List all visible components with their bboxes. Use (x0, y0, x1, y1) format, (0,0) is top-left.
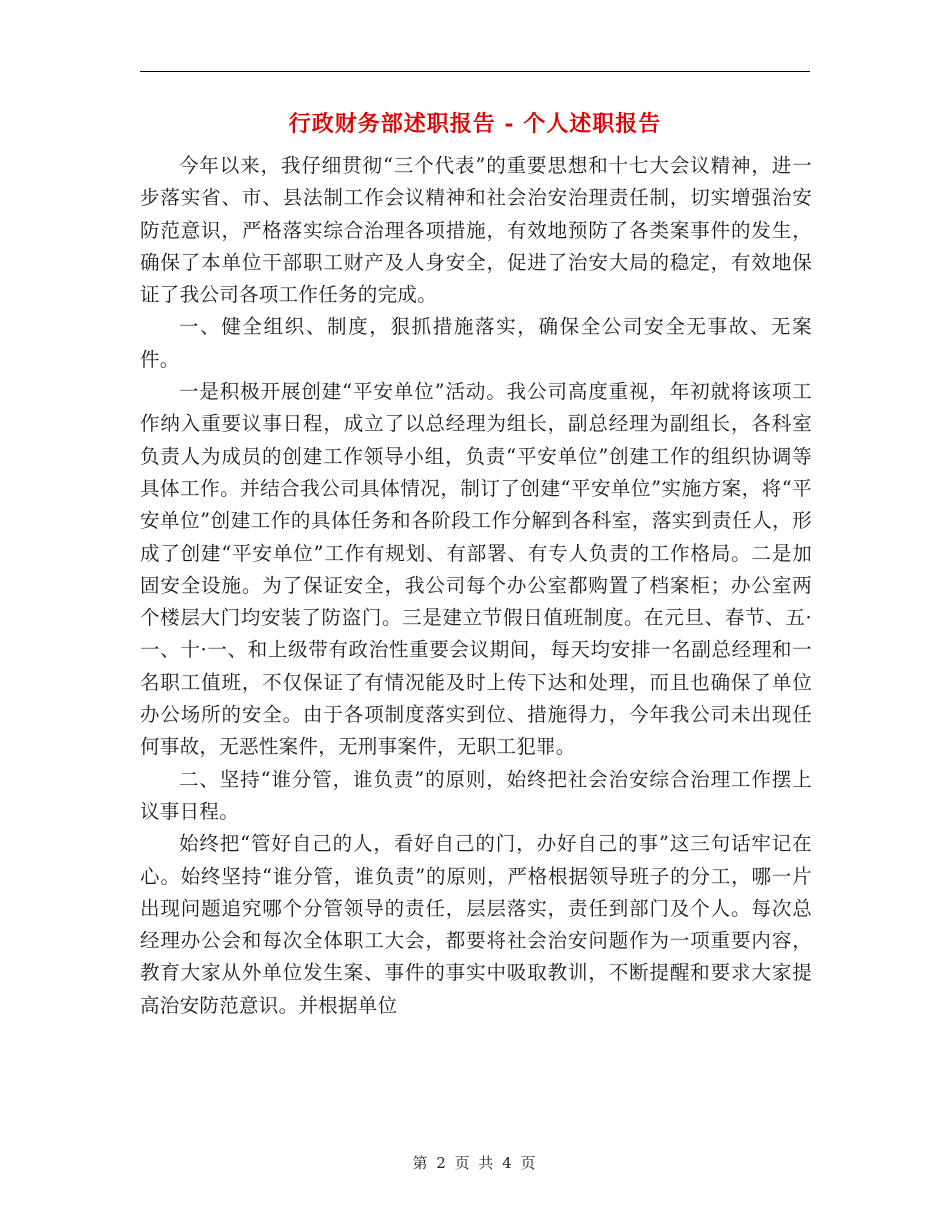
paragraph-section-2-heading: 二、坚持“谁分管，谁负责”的原则，始终把社会治安综合治理工作摆上议事日程。 (140, 767, 812, 823)
page-number-footer: 第 2 页 共 4 页 (412, 1154, 538, 1172)
paragraph-section-2-body: 始终把“管好自己的人，看好自己的门，办好自己的事”这三句话牢记在心。始终坚持“谁分管，谁负责”的原则，严格根据领导班子的分工，哪一片出现问题追究哪个分管领导的责任，层层落实，责任到部门及个人。每次总经理办公会和每次全体职工大会，都要将社会治安问题作为一项重要内容，教育大家从外单位发生案、事件的事实中吸取教训，不断提醒和要求大家提高治安防范意识。并根据单位 (140, 832, 812, 1017)
document-title: 行政财务部述职报告 - 个人述职报告 (288, 111, 662, 137)
paragraph-section-1-heading: 一、健全组织、制度，狠抓措施落实，确保全公司安全无事故、无案件。 (140, 315, 812, 371)
paragraph-intro: 今年以来，我仔细贯彻“三个代表”的重要思想和十七大会议精神，进一步落实省、市、县法制工作会议精神和社会治安治理责任制，切实增强治安防范意识，严格落实综合治理各项措施，有效地预防了各类案事件的发生，确保了本单位干部职工财产及人身安全，促进了治安大局的稳定，有效地保证了我公司各项工作任务的完成。 (140, 154, 812, 307)
header-rule (140, 71, 810, 72)
document-body (140, 150, 812, 1022)
paragraph-section-1-body: 一是积极开展创建“平安单位”活动。我公司高度重视，年初就将该项工作纳入重要议事日程，成立了以总经理为组长，副总经理为副组长，各科室负责人为成员的创建工作领导小组，负责“平安单位”创建工作的组织协调等具体工作。并结合我公司具体情况，制订了创建“平安单位”实施方案，将“平安单位”创建工作的具体任务和各阶段工作分解到各科室，落实到责任人，形成了创建“平安单位”工作有规划、有部署、有专人负责的工作格局。二是加固安全设施。为了保证安全，我公司每个办公室都购置了档案柜；办公室两个楼层大门均安装了防盗门。三是建立节假日值班制度。在元旦、春节、五·一、十·一、和上级带有政治性重要会议期间，每天均安排一名副总经理和一名职工值班，不仅保证了有情况能及时上传下达和处理，而且也确保了单位办公场所的安全。由于各项制度落实到位、措施得力，今年我公司未出现任何事故，无恶性案件，无刑事案件，无职工犯罪。 (140, 380, 812, 759)
